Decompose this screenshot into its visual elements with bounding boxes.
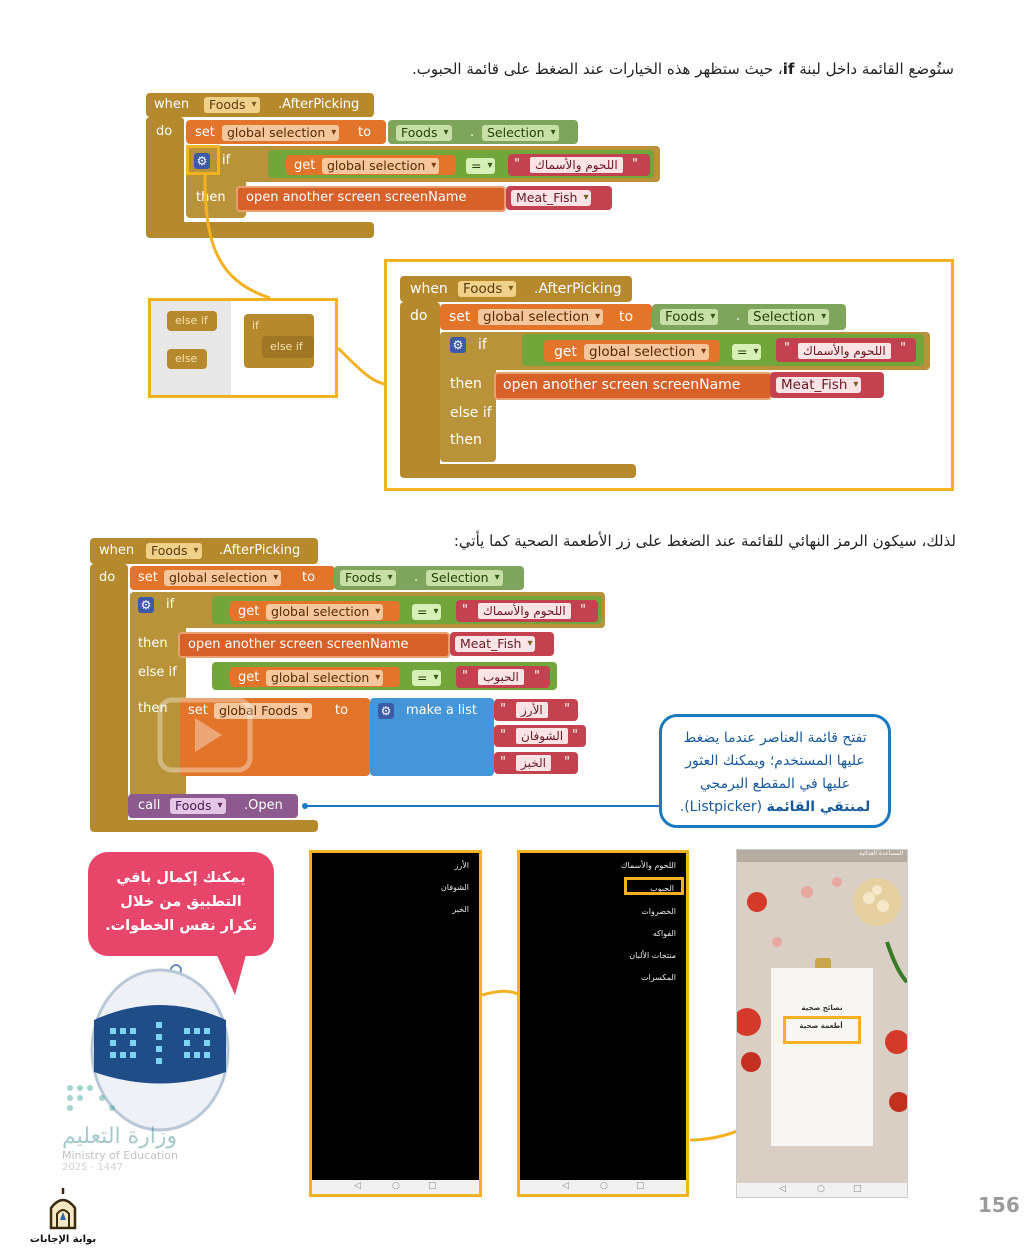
site-logo[interactable] xyxy=(28,1186,98,1245)
menu-item-vegetables[interactable]: الخضروات xyxy=(641,907,676,916)
ministry-year: 2025 - 1447 xyxy=(62,1162,123,1173)
gear-highlight xyxy=(186,145,220,175)
ministry-dots-icon xyxy=(62,1080,152,1120)
mosque-logo-icon xyxy=(43,1186,83,1230)
menu-item-oats[interactable]: الشوفان xyxy=(440,883,469,892)
home-nav-icon[interactable]: ○ xyxy=(817,1184,825,1194)
call-foods-dropdown[interactable]: Foods ▾ xyxy=(170,798,226,814)
menu-item-rice[interactable]: الأرز xyxy=(454,861,469,870)
global-foods-dropdown[interactable]: global Foods ▾ xyxy=(214,703,312,719)
then-label: then xyxy=(196,190,226,205)
equals-dropdown[interactable]: = ▾ xyxy=(732,344,761,360)
page-number: 156 xyxy=(978,1193,1020,1217)
foods-component-dropdown[interactable]: Foods ▾ xyxy=(396,125,452,141)
gear-icon[interactable]: ⚙ xyxy=(138,597,154,613)
menu-item-bread[interactable]: الخبز xyxy=(452,905,469,914)
get-selection-dropdown[interactable]: global selection ▾ xyxy=(322,158,439,174)
phone-grains-list xyxy=(309,850,482,1197)
menu-item-fruits[interactable]: الفواكه xyxy=(652,929,676,938)
afterpicking-label: .AfterPicking xyxy=(278,97,360,112)
back-nav-icon[interactable]: ◁ xyxy=(562,1181,569,1191)
meat-fish-screen-dropdown[interactable]: Meat_Fish ▾ xyxy=(511,190,591,206)
final-sentence: لذلك، سيكون الرمز النهائي للقائمة عند الضغط على زر الأطعمة الصحية كما يأتي: xyxy=(453,532,956,550)
get-label: get xyxy=(294,158,316,173)
gear-icon[interactable]: ⚙ xyxy=(450,337,466,353)
site-logo-text: بوابة الإجابات xyxy=(29,1234,97,1245)
call-label: call xyxy=(138,798,161,813)
healthy-foods-button[interactable]: أطعمة صحية xyxy=(799,1022,843,1030)
list-gear-icon[interactable]: ⚙ xyxy=(378,703,394,719)
set-label: set xyxy=(195,125,215,140)
back-nav-icon[interactable]: ◁ xyxy=(779,1184,786,1194)
string-grains[interactable]: الحبوب xyxy=(478,669,524,685)
menu-item-dairy[interactable]: منتجات الألبان xyxy=(629,951,676,960)
app-card xyxy=(771,968,873,1146)
home-nav-icon[interactable]: ○ xyxy=(600,1181,608,1191)
palette-else[interactable]: else xyxy=(167,349,207,369)
get-selection-dropdown[interactable]: global selection ▾ xyxy=(266,604,383,620)
foods-dropdown[interactable]: Foods ▾ xyxy=(458,281,516,297)
global-selection-dropdown[interactable]: global selection ▾ xyxy=(478,309,603,325)
selection-dropdown[interactable]: Selection ▾ xyxy=(426,570,503,586)
gear-icon[interactable]: ⚙ xyxy=(194,153,210,169)
foods-component-dropdown[interactable]: Foods ▾ xyxy=(340,570,396,586)
open-method-label: .Open xyxy=(244,798,283,813)
make-list-label: make a list xyxy=(406,703,478,718)
equals-dropdown[interactable]: = ▾ xyxy=(466,158,495,174)
string-meat-fish[interactable]: اللحوم والأسماك xyxy=(798,343,891,359)
menu-item-meat-fish[interactable]: اللحوم والأسماك xyxy=(620,861,676,870)
if-label: if xyxy=(222,153,231,168)
string-rice[interactable]: الأرز xyxy=(516,702,548,718)
card-title: نصائح صحية xyxy=(801,1004,843,1012)
ministry-arabic: وزارة التعليم xyxy=(62,1124,178,1149)
foods-component-dropdown[interactable]: Foods ▾ xyxy=(660,309,718,325)
meat-fish-screen-dropdown[interactable]: Meat_Fish ▾ xyxy=(455,636,535,652)
back-nav-icon[interactable]: ◁ xyxy=(354,1181,361,1191)
foods-dropdown[interactable]: Foods ▾ xyxy=(146,543,202,559)
global-selection-dropdown[interactable]: global selection ▾ xyxy=(164,570,281,586)
equals-dropdown[interactable]: = ▾ xyxy=(412,604,441,620)
string-meat-fish[interactable]: اللحوم والأسماك xyxy=(530,157,623,173)
equals-dropdown-2[interactable]: = ▾ xyxy=(412,670,441,686)
get-selection-dropdown[interactable]: global selection ▾ xyxy=(584,344,709,360)
mutator-else-if[interactable]: else if xyxy=(262,336,314,358)
app-header: المساعدة الغذائية xyxy=(737,850,907,862)
phone-home-screen xyxy=(737,850,907,1197)
open-screen-label: open another screen screenName xyxy=(246,190,467,205)
selection-dropdown[interactable]: Selection ▾ xyxy=(482,125,559,141)
menu-item-nuts[interactable]: المكسرات xyxy=(640,973,676,982)
home-nav-icon[interactable]: ○ xyxy=(392,1181,400,1191)
meat-fish-screen-dropdown[interactable]: Meat_Fish ▾ xyxy=(776,377,861,393)
get-selection-dropdown-2[interactable]: global selection ▾ xyxy=(266,670,383,686)
play-watermark-icon xyxy=(150,690,260,780)
when-label: when xyxy=(154,97,190,112)
else-if-label: else if xyxy=(450,405,492,421)
palette-else-if[interactable]: else if xyxy=(167,311,217,331)
recent-nav-icon[interactable]: □ xyxy=(636,1181,645,1191)
string-bread[interactable]: الخبز xyxy=(516,755,551,771)
healthy-foods-highlight xyxy=(783,1016,861,1044)
selection-dropdown[interactable]: Selection ▾ xyxy=(748,309,829,325)
to-label: to xyxy=(358,125,372,140)
recent-nav-icon[interactable]: □ xyxy=(428,1181,437,1191)
recent-nav-icon[interactable]: □ xyxy=(853,1184,862,1194)
phone-food-categories xyxy=(517,850,689,1197)
tip-callout: يمكنك إكمال باقي التطبيق من خلال تكرار نفس الخطوات. xyxy=(88,852,274,956)
android-nav-bar xyxy=(520,1180,686,1194)
global-selection-dropdown[interactable]: global selection ▾ xyxy=(222,125,339,141)
android-nav-bar xyxy=(312,1180,479,1194)
android-nav-bar xyxy=(737,1183,907,1197)
ministry-english: Ministry of Education xyxy=(62,1149,179,1162)
string-oats[interactable]: الشوفان xyxy=(516,728,568,744)
grains-highlight xyxy=(624,877,684,895)
listpicker-callout: تفتح قائمة العناصر عندما يضغط عليها المستخدم؛ ويمكنك العثور عليها في المقطع البرمجي لمنتقي القائمة (Listpicker). xyxy=(659,714,891,828)
string-meat-fish[interactable]: اللحوم والأسماك xyxy=(478,603,571,619)
else-if-label: else if xyxy=(138,665,177,680)
intro-sentence: ستُوضع القائمة داخل لبنة if، حيث ستظهر هذه الخيارات عند الضغط على قائمة الحبوب. xyxy=(411,60,954,78)
ministry-watermark xyxy=(62,1080,222,1173)
foods-dropdown[interactable]: Foods ▾ xyxy=(204,97,260,113)
dot: . xyxy=(470,125,475,140)
menu-item-grains[interactable]: الحبوب xyxy=(650,884,674,893)
do-label: do xyxy=(156,124,173,139)
